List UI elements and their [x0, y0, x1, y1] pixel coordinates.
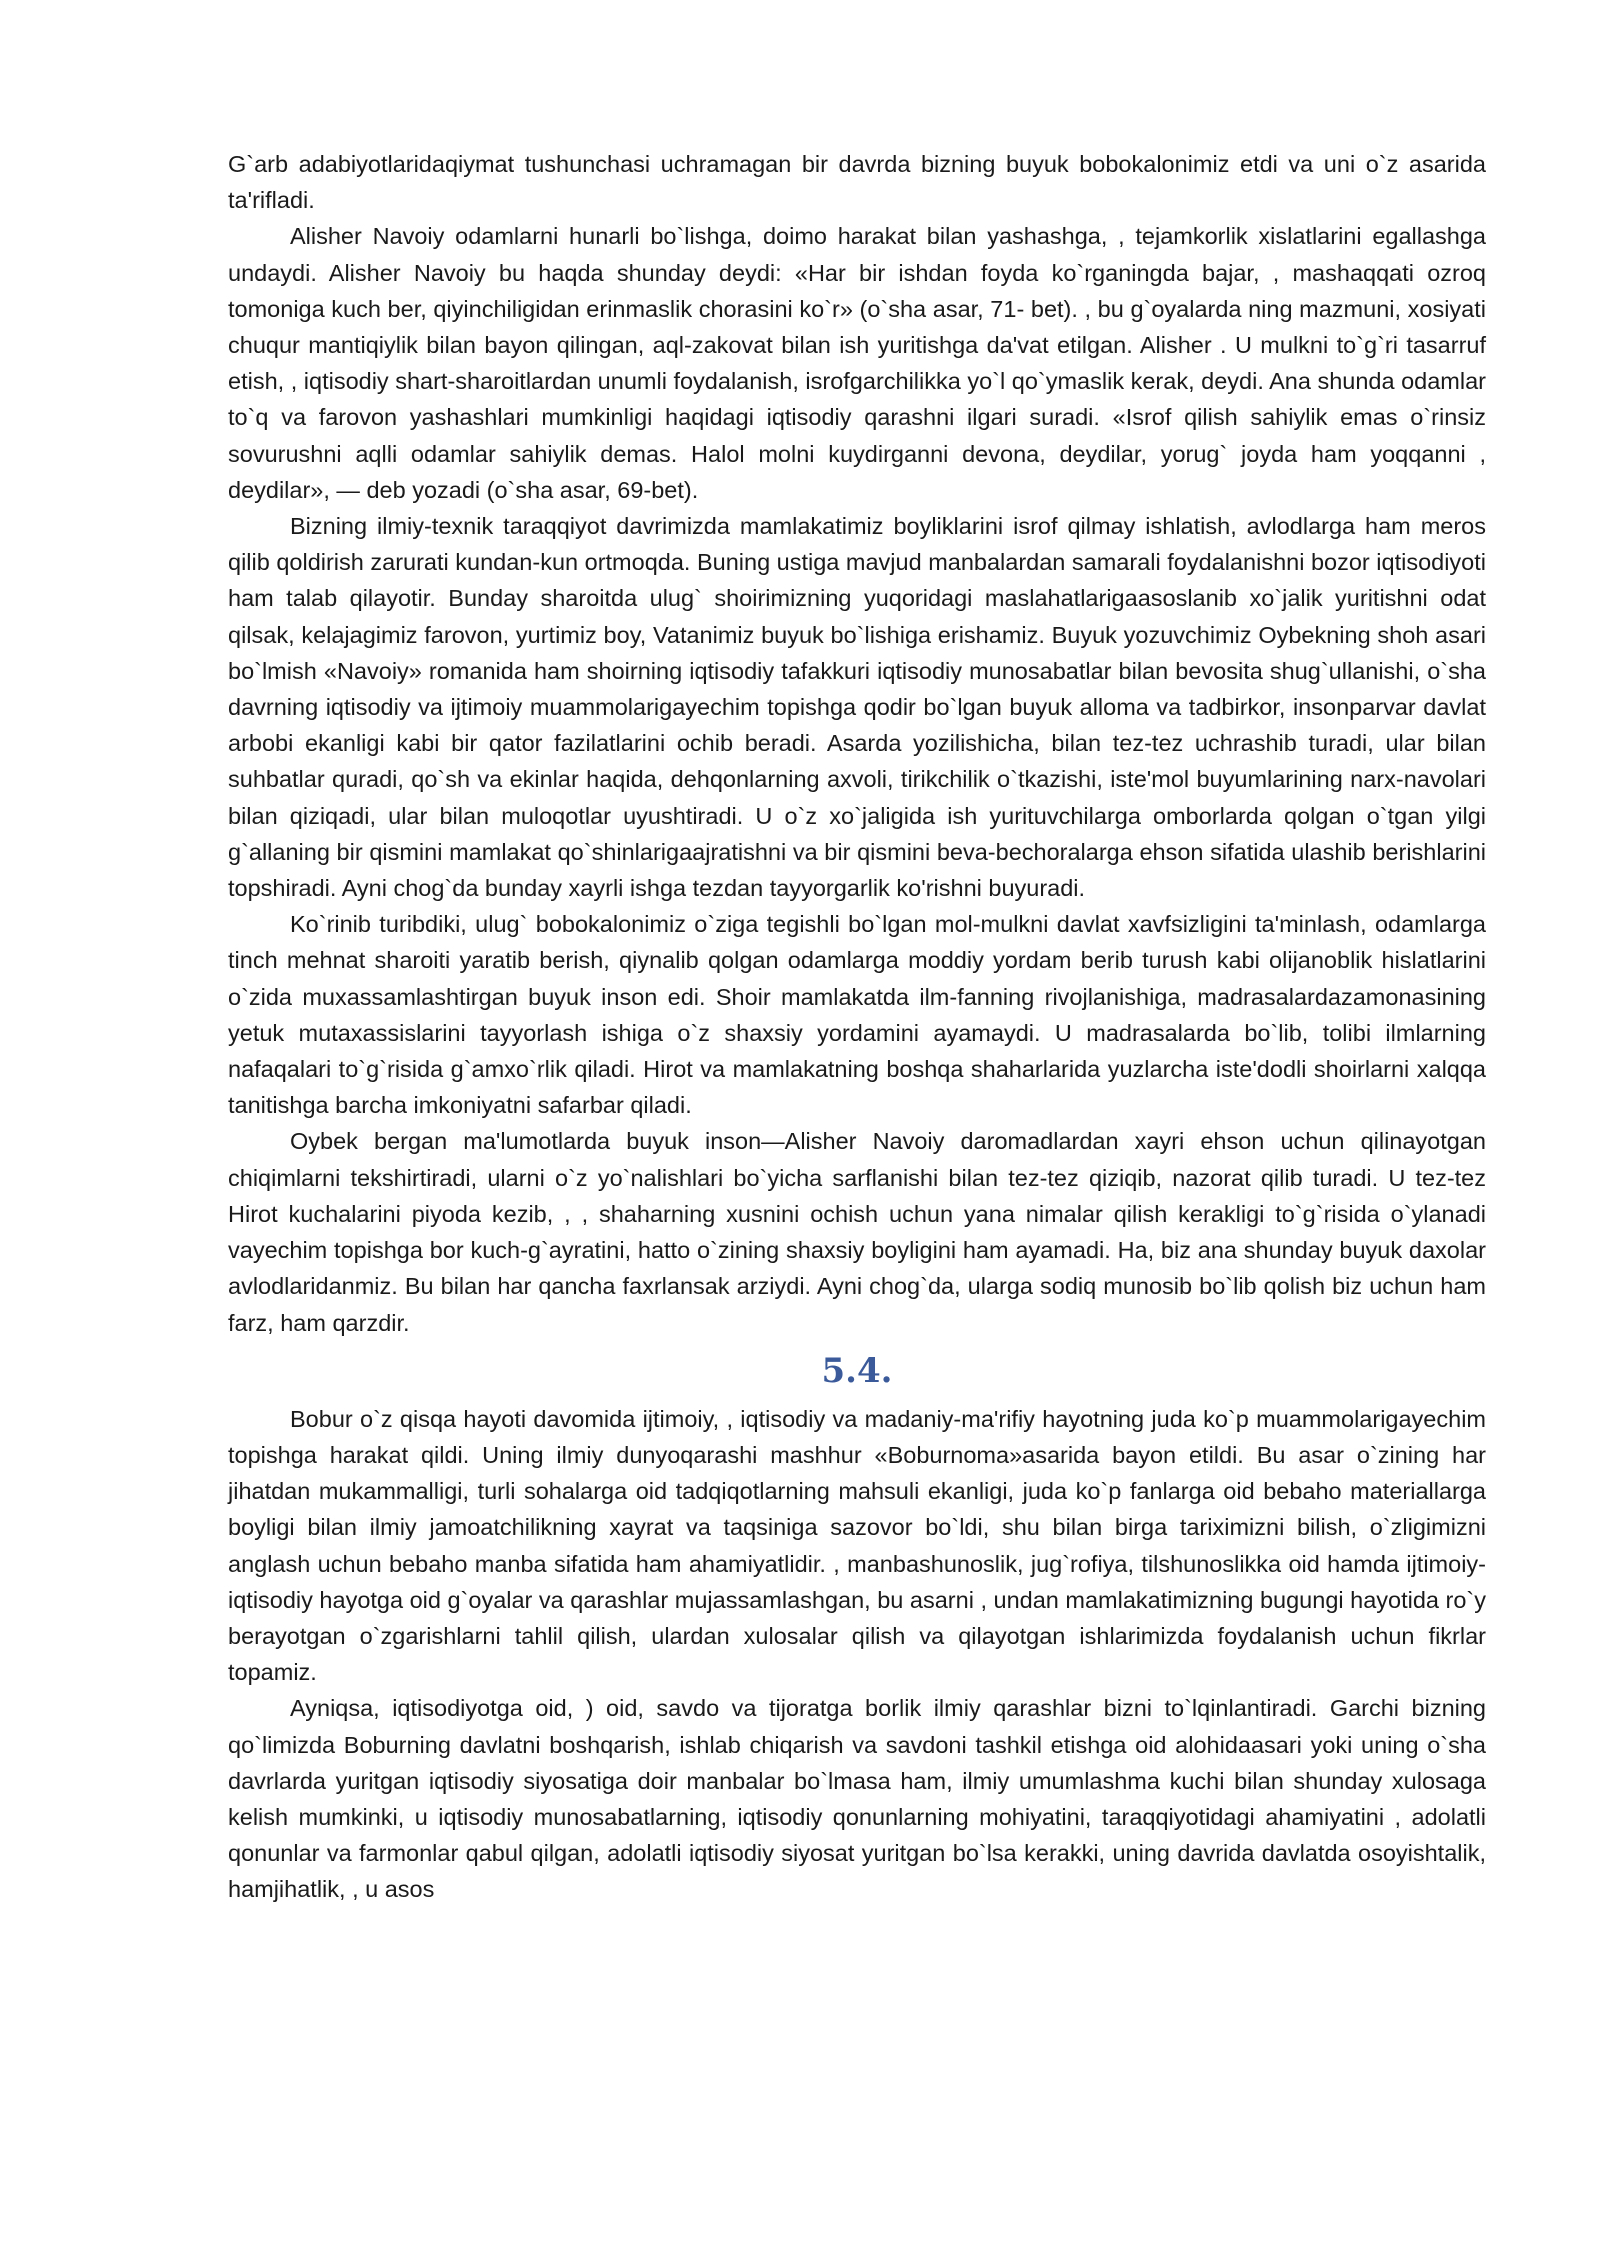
paragraph-3: Bizning ilmiy-texnik taraqqiyot davrimizda mamlakatimiz boyliklarini isrof qilmay ishlatish, avlodlarga ham meros qilib qoldirish zarurati kundan-kun ortmoqda. Buning ustiga mavjud manbalardan samarali foydalanishni bozor iqtisodiyoti ham talab qilayotir. Bunday sharoitda ulug` shoirimizning yuqoridagi maslahatlarigaasoslanib xo`jalik yuritishni odat qilsak, kelajagimiz farovon, yurtimiz boy, Vatanimiz buyuk bo`lishiga erishamiz. Buyuk yozuvchimiz Oybekning shoh asari bo`lmish «Navoiy» romanida ham shoirning iqtisodiy tafakkuri iqtisodiy munosabatlar bilan bevosita shug`ullanishi, o`sha davrning iqtisodiy va ijtimoiy muammolarigayechim topishga qodir bo`lgan buyuk alloma va tadbirkor, insonparvar davlat arbobi ekanligi kabi bir qator fazilatlarini ochib beradi. Asarda yozilishicha, bilan tez-tez uchrashib turadi, ular bilan suhbatlar quradi, qo`sh va ekinlar haqida, dehqonlarning axvoli, tirikchilik o`tkazishi, iste'mol buyumlarining narx-navolari bilan qiziqadi, ular bilan muloqotlar uyushtiradi. U o`z xo`jaligida ish yurituvchilarga omborlarda qolgan o`tgan yilgi g`allaning bir qismini mamlakat qo`shinlarigaajratishni va bir qismini beva-bechoralarga ehson sifatida ulashib berishlarini topshiradi. Ayni chog`da bunday xayrli ishga tezdan tayyorgarlik ko'rishni buyuradi.	[228, 513, 1486, 902]
section-heading: 5.4.	[821, 1350, 893, 1391]
paragraph-4: Ko`rinib turibdiki, ulug` bobokalonimiz o`ziga tegishli bo`lgan mol-mulkni davlat xavfsizligini ta'minlash, odamlarga tinch mehnat sharoiti yaratib berish, qiynalib qolgan odamlarga moddiy yordam berib turush kabi olijanoblik hislatlarini o`zida muxassamlashtirgan buyuk inson edi. Shoir mamlakatda ilm-fanning rivojlanishiga, madrasalardazamonasining yetuk mutaxassislarini tayyorlash ishiga o`z shaxsiy yordamini ayamaydi. U madrasalarda bo`lib, tolibi ilmlarning nafaqalari to`g`risida g`amxo`rlik qiladi. Hirot va mamlakatning boshqa shaharlarida yuzlarcha iste'dodli shoirlarni xalqqa tanitishga barcha imkoniyatni safarbar qiladi.	[228, 911, 1486, 1119]
paragraph-2: Alisher Navoiy odamlarni hunarli bo`lishga, doimo harakat bilan yashashga, , tejamkorlik xislatlarini egallashga undaydi. Alisher Navoiy bu haqda shunday deydi: «Har bir ishdan foyda ko`rganingda bajar, , mashaqqati ozroq tomoniga kuch ber, qiyinchiligidan erinmaslik chorasini ko`r» (o`sha asar, 71- bet). , bu g`oyalarda ning mazmuni, xosiyati chuqur mantiqiylik bilan bayon qilingan, aql-zakovat bilan ish yuritishga da'vat etilgan. Alisher . U mulkni to`g`ri tasarruf etish, , iqtisodiy shart-sharoitlardan unumli foydalanish, isrofgarchilikka yo`l qo`ymaslik kerak, deydi. Ana shunda odamlar to`q va farovon yashashlari mumkinligi haqidagi iqtisodiy qarashni ilgari suradi. «Isrof qilish sahiylik emas o`rinsiz sovurushni aqlli odamlar sahiylik demas. Halol molni kuydirganni devona, deydilar, yorug` joyda ham yoqqanni , deydilar», — deb yozadi (o`sha asar, 69-bet).	[228, 223, 1486, 503]
paragraph-7: Ayniqsa, iqtisodiyotga oid, ) oid, savdo va tijoratga borlik ilmiy qarashlar bizni to`lqinlantiradi. Garchi bizning qo`limizda Boburning davlatni boshqarish, ishlab chiqarish va savdoni tashkil etishga oid alohidaasari yoki uning o`sha davrlarda yuritgan iqtisodiy siyosatiga doir manbalar bo`lmasa ham, ilmiy umumlashma kuchi bilan shunday xulosaga kelish mumkinki, u iqtisodiy munosabatlarning, iqtisodiy qonunlarning mohiyatini, taraqqiyotidagi ahamiyatini , adolatli qonunlar va farmonlar qabul qilgan, adolatli iqtisodiy siyosat yuritgan bo`lsa kerakki, uning davrida davlatda osoyishtalik, hamjihatlik, , u asos	[228, 1695, 1486, 1903]
paragraph-1: G`arb adabiyotlaridaqiymat tushunchasi uchramagan bir davrda bizning buyuk bobokalonimiz etdi va uni o`z asarida ta'rifladi.	[228, 151, 1486, 214]
document-page	[228, 146, 1486, 1908]
paragraph-5: Oybek bergan ma'lumotlarda buyuk inson—Alisher Navoiy daromadlardan xayri ehson uchun qilinayotgan chiqimlarni tekshirtiradi, ularni o`z yo`nalishlari bo`yicha sarflanishi bilan tez-tez qiziqib, nazorat qilib turadi. U tez-tez Hirot kuchalarini piyoda kezib, , , shaharning xusnini ochish uchun yana nimalar qilish kerakligi to`g`risida o`ylanadi vayechim topishga bor kuch-g`ayratini, hatto o`zining shaxsiy boyligini ham ayamadi. Ha, biz ana shunday buyuk daxolar avlodlaridanmiz. Bu bilan har qancha faxrlansak arziydi. Ayni chog`da, ularga sodiq munosib bo`lib qolish biz uchun ham farz, ham qarzdir.	[228, 1128, 1486, 1336]
paragraph-6: Bobur o`z qisqa hayoti davomida ijtimoiy, , iqtisodiy va madaniy-ma'rifiy hayotning juda ko`p muammolarigayechim topishga harakat qildi. Uning ilmiy dunyoqarashi mashhur «Boburnoma»asarida bayon etildi. Bu asar o`zining har jihatdan mukammalligi, turli sohalarga oid tadqiqotlarning mahsuli ekanligi, juda ko`p fanlarga oid bebaho materiallarga boyligi bilan ilmiy jamoatchilikning xayrat va taqsiniga sazovor bo`ldi, shu bilan birga tariximizni bilish, o`zligimizni anglash uchun bebaho manba sifatida ham ahamiyatlidir. , manbashunoslik, jug`rofiya, tilshunoslikka oid hamda ijtimoiy-iqtisodiy hayotga oid g`oyalar va qarashlar mujassamlashgan, bu asarni , undan mamlakatimizning bugungi hayotida ro`y berayotgan o`zgarishlarni tahlil qilish, ulardan xulosalar qilish va qilayotgan ishlarimizda foydalanish uchun fikrlar topamiz.	[228, 1405, 1486, 1686]
